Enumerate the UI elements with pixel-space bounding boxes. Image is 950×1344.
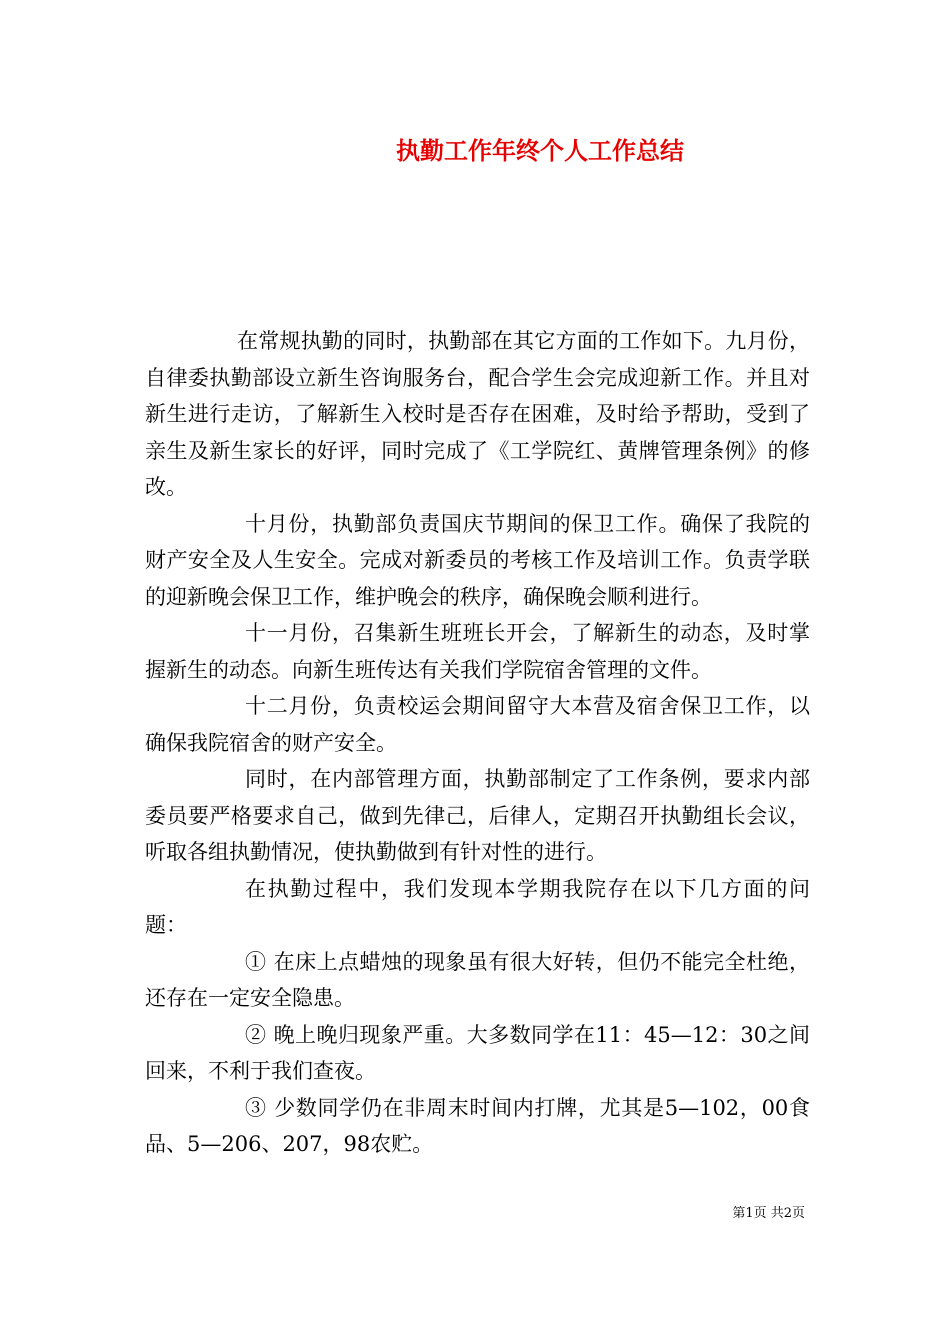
paragraph-november: 十一月份，召集新生班班长开会，了解新生的动态，及时掌握新生的动态。向新生班传达有关我们学院宿舍管理的文件。	[145, 621, 810, 682]
list-item-problem-3: ③ 少数同学仍在非周末时间内打牌，尤其是5—102，00食品、5—206、207，98农贮。	[145, 1095, 810, 1156]
document-body	[145, 323, 810, 1163]
paragraph-october: 十月份，执勤部负责国庆节期间的保卫工作。确保了我院的财产安全及人生安全。完成对新委员的考核工作及培训工作。负责学联的迎新晚会保卫工作，维护晚会的秩序，确保晚会顺利进行。	[145, 511, 810, 609]
paragraph-problems-intro: 在执勤过程中，我们发现本学期我院存在以下几方面的问题：	[145, 876, 810, 937]
list-item-problem-1: ① 在床上点蜡烛的现象虽有很大好转，但仍不能完全杜绝，还存在一定安全隐患。	[145, 949, 810, 1010]
paragraph-september: 在常规执勤的同时，执勤部在其它方面的工作如下。九月份，自律委执勤部设立新生咨询服务台，配合学生会完成迎新工作。并且对新生进行走访，了解新生入校时是否存在困难，及时给予帮助，受到了亲生及新生家长的好评，同时完成了《工学院红、黄牌管理条例》的修改。	[145, 329, 810, 499]
paragraph-internal-management: 同时，在内部管理方面，执勤部制定了工作条例，要求内部委员要严格要求自己，做到先律己，后律人，定期召开执勤组长会议，听取各组执勤情况，使执勤做到有针对性的进行。	[145, 767, 810, 864]
list-item-problem-2: ② 晚上晚归现象严重。大多数同学在11：45—12：30之间回来，不利于我们查夜。	[145, 1022, 810, 1083]
document-title: 执勤工作年终个人工作总结	[396, 137, 684, 165]
page-number-footer: 第1页 共2页	[732, 1206, 805, 1221]
paragraph-december: 十二月份，负责校运会期间留守大本营及宿舍保卫工作，以确保我院宿舍的财产安全。	[145, 694, 810, 755]
